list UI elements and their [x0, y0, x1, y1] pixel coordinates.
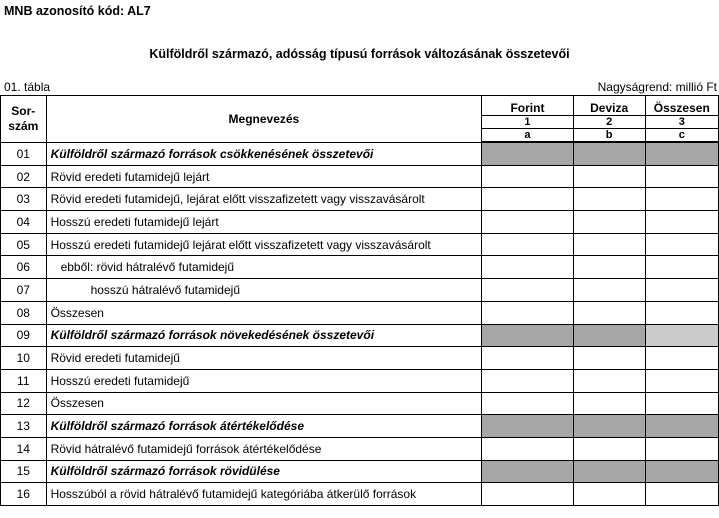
col-num-1: 1 — [482, 116, 574, 129]
col-sorszam: Sor- szám — [1, 96, 47, 143]
cell-forint — [482, 142, 574, 165]
table-row — [1, 460, 719, 483]
cell-forint[interactable] — [482, 165, 574, 188]
col-num-3: 3 — [645, 116, 718, 129]
row-label: Hosszú eredeti futamidejű lejárt — [46, 211, 482, 234]
cell-osszesen[interactable] — [645, 392, 718, 415]
table-row — [1, 301, 719, 324]
row-label: Külföldről származó források átértékelődése — [46, 415, 482, 438]
cell-osszesen — [645, 460, 718, 483]
row-label: Rövid eredeti futamidejű — [46, 347, 482, 370]
row-label: Összesen — [46, 392, 482, 415]
row-label: Hosszúból a rövid hátralévő futamidejű kategóriába átkerülő források — [46, 483, 482, 506]
col-letter-c: c — [645, 129, 718, 143]
cell-deviza[interactable] — [573, 437, 645, 460]
row-label: ebből: rövid hátralévő futamidejű — [46, 256, 482, 279]
cell-deviza — [573, 324, 645, 347]
cell-deviza[interactable] — [573, 211, 645, 234]
row-number: 14 — [1, 437, 47, 460]
cell-forint[interactable] — [482, 301, 574, 324]
row-number: 05 — [1, 233, 47, 256]
row-number: 09 — [1, 324, 47, 347]
cell-forint — [482, 460, 574, 483]
cell-forint[interactable] — [482, 188, 574, 211]
row-label: Hosszú eredeti futamidejű — [46, 369, 482, 392]
table-row — [1, 233, 719, 256]
cell-osszesen — [645, 142, 718, 165]
cell-deviza[interactable] — [573, 165, 645, 188]
row-label: Összesen — [46, 301, 482, 324]
row-number: 02 — [1, 165, 47, 188]
cell-deviza[interactable] — [573, 188, 645, 211]
cell-deviza[interactable] — [573, 233, 645, 256]
row-number: 10 — [1, 347, 47, 370]
table-row — [1, 415, 719, 438]
table-row — [1, 279, 719, 302]
cell-forint[interactable] — [482, 279, 574, 302]
cell-forint[interactable] — [482, 437, 574, 460]
cell-forint — [482, 415, 574, 438]
page-title: Külföldről származó, adósság típusú források változásának összetevői — [149, 47, 570, 61]
row-number: 03 — [1, 188, 47, 211]
mnb-code: MNB azonosító kód: AL7 — [4, 4, 151, 18]
table-row — [1, 188, 719, 211]
table-row — [1, 369, 719, 392]
cell-deviza — [573, 142, 645, 165]
cell-osszesen[interactable] — [645, 279, 718, 302]
cell-osszesen[interactable] — [645, 437, 718, 460]
cell-osszesen[interactable] — [645, 369, 718, 392]
row-label: hosszú hátralévő futamidejű — [46, 279, 482, 302]
cell-osszesen[interactable] — [645, 188, 718, 211]
cell-deviza[interactable] — [573, 347, 645, 370]
table-number: 01. tábla — [4, 80, 51, 94]
table-row — [1, 256, 719, 279]
row-number: 06 — [1, 256, 47, 279]
cell-deviza[interactable] — [573, 392, 645, 415]
col-letter-a: a — [482, 129, 574, 143]
cell-deviza — [573, 460, 645, 483]
col-osszesen: Összesen — [645, 96, 718, 116]
table-row — [1, 165, 719, 188]
row-label: Külföldről származó források rövidülése — [46, 460, 482, 483]
cell-forint[interactable] — [482, 369, 574, 392]
cell-osszesen — [645, 415, 718, 438]
cell-osszesen[interactable] — [645, 233, 718, 256]
row-label: Rövid eredeti futamidejű, lejárat előtt visszafizetett vagy visszavásárolt — [46, 188, 482, 211]
cell-deviza[interactable] — [573, 483, 645, 506]
cell-deviza[interactable] — [573, 279, 645, 302]
cell-osszesen[interactable] — [645, 165, 718, 188]
row-number: 04 — [1, 211, 47, 234]
cell-forint[interactable] — [482, 233, 574, 256]
table-row — [1, 211, 719, 234]
cell-osszesen — [645, 324, 718, 347]
cell-osszesen[interactable] — [645, 211, 718, 234]
cell-osszesen[interactable] — [645, 256, 718, 279]
cell-deviza[interactable] — [573, 256, 645, 279]
row-label: Hosszú eredeti futamidejű lejárat előtt visszafizetett vagy visszavásárolt — [46, 233, 482, 256]
table-row — [1, 437, 719, 460]
col-num-2: 2 — [573, 116, 645, 129]
row-number: 15 — [1, 460, 47, 483]
data-table — [0, 95, 719, 506]
col-letter-b: b — [573, 129, 645, 143]
row-number: 08 — [1, 301, 47, 324]
table-row — [1, 483, 719, 506]
table-row — [1, 324, 719, 347]
col-megnevezes: Megnevezés — [46, 96, 482, 143]
table-row — [1, 347, 719, 370]
cell-forint[interactable] — [482, 211, 574, 234]
cell-forint[interactable] — [482, 392, 574, 415]
cell-deviza — [573, 415, 645, 438]
row-number: 01 — [1, 142, 47, 165]
row-number: 07 — [1, 279, 47, 302]
table-row — [1, 392, 719, 415]
row-number: 13 — [1, 415, 47, 438]
cell-deviza[interactable] — [573, 301, 645, 324]
col-deviza: Deviza — [573, 96, 645, 116]
col-forint: Forint — [482, 96, 574, 116]
cell-forint — [482, 324, 574, 347]
row-label: Rövid hátralévő futamidejű források átértékelődése — [46, 437, 482, 460]
row-number: 11 — [1, 369, 47, 392]
table-row — [1, 142, 719, 165]
row-number: 12 — [1, 392, 47, 415]
cell-forint[interactable] — [482, 347, 574, 370]
cell-forint[interactable] — [482, 483, 574, 506]
cell-osszesen[interactable] — [645, 483, 718, 506]
row-number: 16 — [1, 483, 47, 506]
cell-osszesen[interactable] — [645, 347, 718, 370]
cell-deviza[interactable] — [573, 369, 645, 392]
cell-osszesen[interactable] — [645, 301, 718, 324]
row-label: Külföldről származó források csökkenésének összetevői — [46, 142, 482, 165]
row-label: Külföldről származó források növekedésének összetevői — [46, 324, 482, 347]
cell-forint[interactable] — [482, 256, 574, 279]
unit-label: Nagyságrend: millió Ft — [597, 80, 717, 94]
row-label: Rövid eredeti futamidejű lejárt — [46, 165, 482, 188]
